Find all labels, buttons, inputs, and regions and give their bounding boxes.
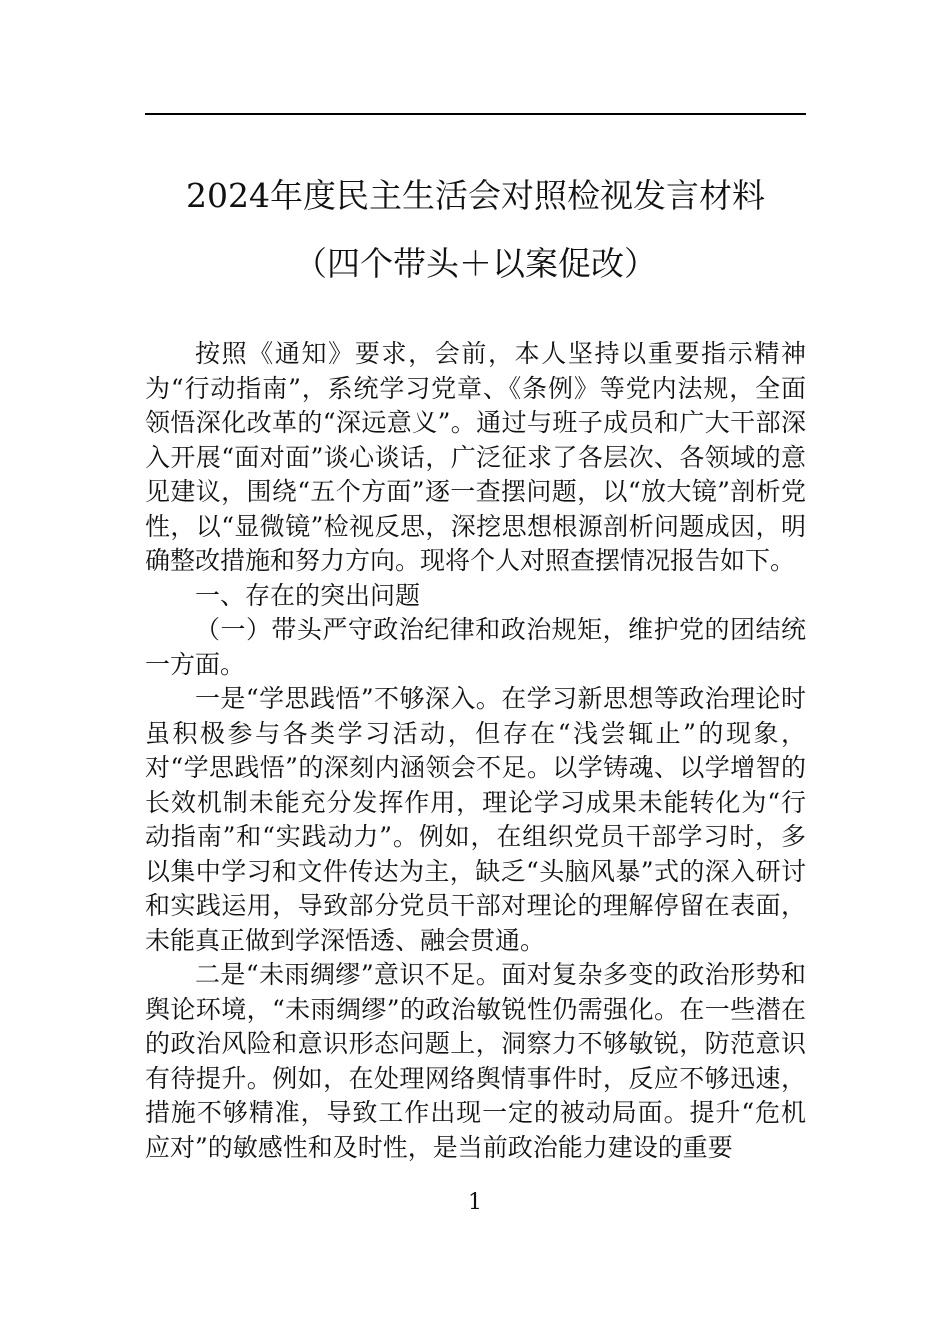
document-body	[145, 337, 806, 1165]
header-rule	[145, 113, 806, 115]
paragraph-intro: 按照《通知》要求，会前，本人坚持以重要指示精神为“行动指南”，系统学习党章、《条例》等党内法规，全面领悟深化改革的“深远意义”。通过与班子成员和广大干部深入开展“面对面”谈心谈话，广泛征求了各层次、各领域的意见建议，围绕“五个方面”逐一查摆问题，以“放大镜”剖析党性，以“显微镜”检视反思，深挖思想根源剖析问题成因，明确整改措施和努力方向。现将个人对照查摆情况报告如下。	[145, 339, 806, 575]
page-number: 1	[468, 1190, 482, 1215]
section-heading: 一、存在的突出问题	[195, 580, 421, 610]
document-subtitle: （四个带头＋以案促改）	[294, 244, 657, 283]
paragraph-point-one: 一是“学思践悟”不够深入。在学习新思想等政治理论时虽积极参与各类学习活动，但存在“浅尝辄止”的现象，对“学思践悟”的深刻内涵领会不足。以学铸魂、以学增智的长效机制未能充分发挥作用，理论学习成果未能转化为“行动指南”和“实践动力”。例如，在组织党员干部学习时，多以集中学习和文件传达为主，缺乏“头脑风暴”式的深入研讨和实践运用，导致部分党员干部对理论的理解停留在表面，未能真正做到学深悟透、融会贯通。	[145, 684, 806, 955]
document-title: 2024年度民主生活会对照检视发言材料	[186, 176, 765, 215]
paragraph-point-two: 二是“未雨绸缪”意识不足。面对复杂多变的政治形势和舆论环境，“未雨绸缪”的政治敏锐性仍需强化。在一些潜在的政治风险和意识形态问题上，洞察力不够敏锐，防范意识有待提升。例如，在处理网络舆情事件时，反应不够迅速，措施不够精准，导致工作出现一定的被动局面。提升“危机应对”的敏感性和及时性，是当前政治能力建设的重要	[145, 960, 806, 1162]
subsection-heading: （一）带头严守政治纪律和政治规矩，维护党的团结统一方面。	[145, 615, 806, 679]
